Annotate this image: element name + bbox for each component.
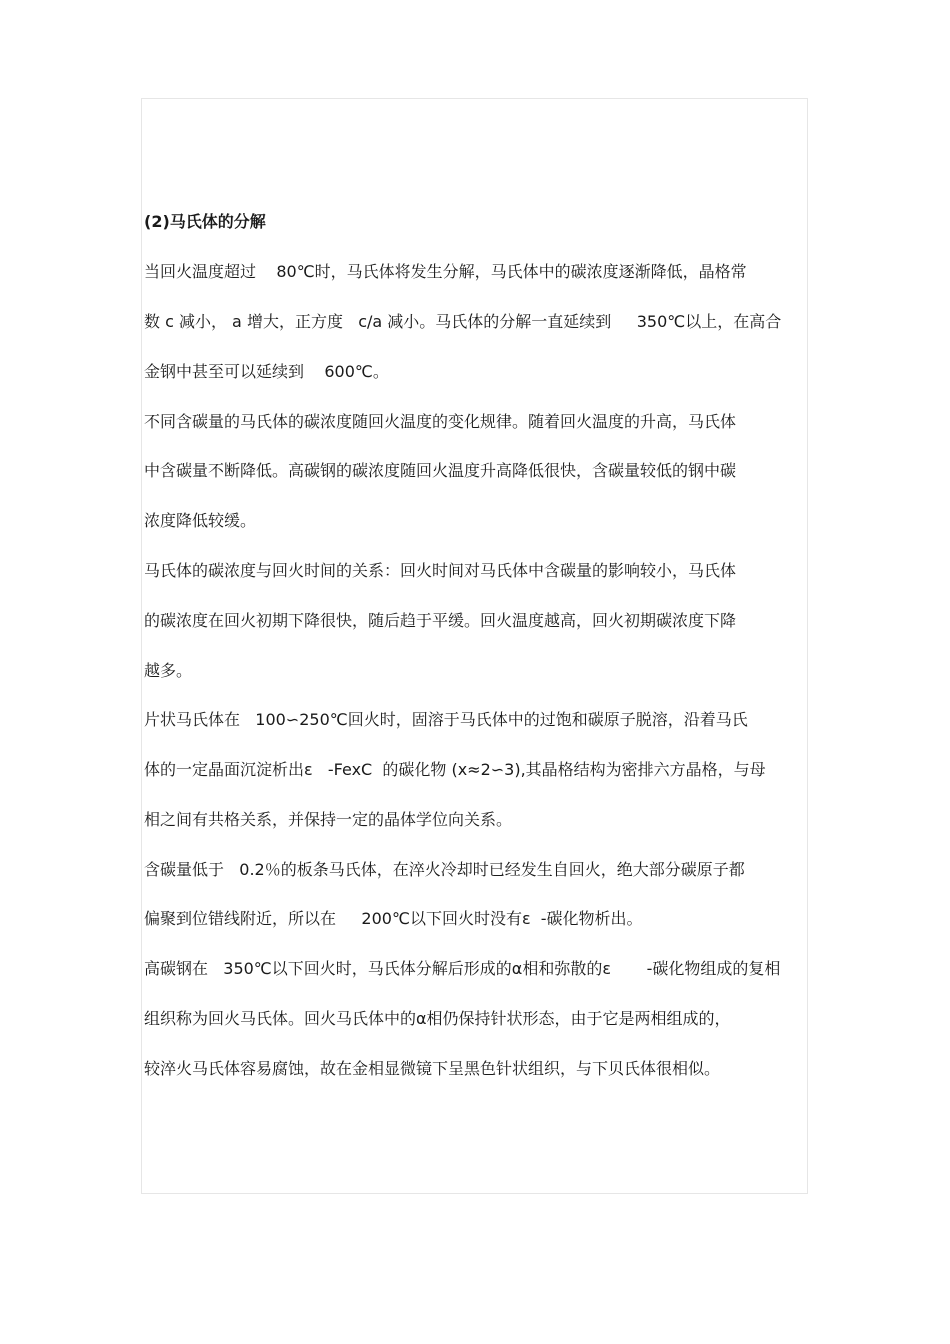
section-heading: (2)马氏体的分解: [144, 212, 266, 231]
text-line: 不同含碳量的马氏体的碳浓度随回火温度的变化规律。随着回火温度的升高，马氏体: [144, 412, 737, 431]
text-line: 较淬火马氏体容易腐蚀，故在金相显微镜下呈黑色针状组织，与下贝氏体很相似。: [144, 1059, 721, 1078]
text-line: 数 c 减小， a 增大，正方度 c/a 减小。马氏体的分解一直延续到 350℃以上，在高合: [144, 312, 782, 331]
text-line: 片状马氏体在 100∽250℃回火时，固溶于马氏体中的过饱和碳原子脱溶，沿着马氏: [144, 710, 748, 729]
text-line: 的碳浓度在回火初期下降很快，随后趋于平缓。回火温度越高，回火初期碳浓度下降: [144, 611, 737, 630]
text-line: 金钢中甚至可以延续到 600℃。: [144, 362, 389, 381]
text-line: 含碳量低于 0.2％的板条马氏体，在淬火冷却时已经发生自回火，绝大部分碳原子都: [144, 860, 745, 879]
text-line: 马氏体的碳浓度与回火时间的关系：回火时间对马氏体中含碳量的影响较小，马氏体: [144, 561, 737, 580]
text-line: 偏聚到位错线附近，所以在 200℃以下回火时没有ε -碳化物析出。: [144, 909, 643, 928]
text-line: 相之间有共格关系，并保持一定的晶体学位向关系。: [144, 810, 513, 829]
text-line: 组织称为回火马氏体。回火马氏体中的α相仍保持针状形态，由于它是两相组成的，: [144, 1009, 731, 1028]
text-line: 越多。: [144, 661, 193, 680]
text-line: 高碳钢在 350℃以下回火时，马氏体分解后形成的α相和弥散的ε -碳化物组成的复相: [144, 959, 781, 978]
text-line: 当回火温度超过 80℃时，马氏体将发生分解，马氏体中的碳浓度逐渐降低，晶格常: [144, 262, 747, 281]
text-line: 体的一定晶面沉淀析出ε -FexC 的碳化物 (x≈2∽3),其晶格结构为密排六方晶格，与母: [144, 760, 766, 779]
text-line: 中含碳量不断降低。高碳钢的碳浓度随回火温度升高降低很快，含碳量较低的钢中碳: [144, 461, 737, 480]
text-line: 浓度降低较缓。: [144, 511, 257, 530]
